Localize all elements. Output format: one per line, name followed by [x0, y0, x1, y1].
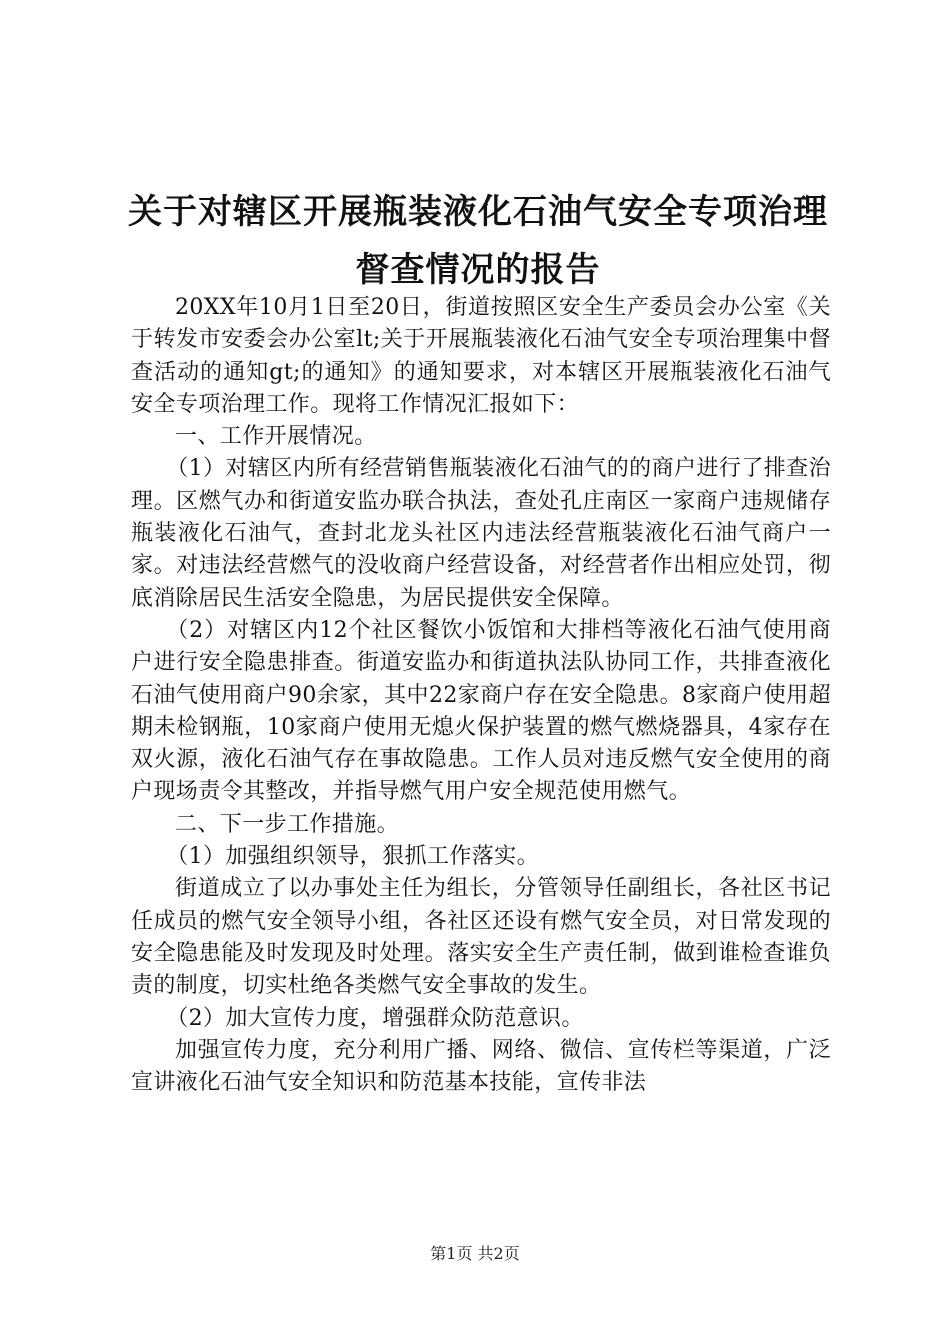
measure-1-heading: （1）加强组织领导，狠抓工作落实。	[166, 844, 539, 870]
measure-2-paragraph: 加强宣传力度，充分利用广播、网络、微信、宣传栏等渠道，广泛宣讲液化石油气安全知识和防范基本技能，宣传非法	[131, 1037, 831, 1096]
work-item-2-paragraph: （2）对辖区内12个社区餐饮小饭馆和大排档等液化石油气使用商户进行安全隐患排查。街道安监办和街道执法队协同工作，共排查液化石油气使用商户90余家，其中22家商户存在安全隐患。8家商户使用超期未检钢瓶，10家商户使用无熄火保护装置的燃气燃烧器具，4家存在双火源，液化石油气存在事故隐患。工作人员对违反燃气安全使用的商户现场责令其整改，并指导燃气用户安全规范使用燃气。	[131, 617, 831, 805]
section-heading-1: 一、工作开展情况。	[175, 424, 377, 450]
intro-paragraph: 20XX年10月1日至20日，街道按照区安全生产委员会办公室《关于转发市安委会办公室lt;关于开展瓶装液化石油气安全专项治理集中督查活动的通知gt;的通知》的通知要求，对本辖区开展瓶装液化石油气安全专项治理工作。现将工作情况汇报如下：	[131, 295, 831, 417]
document-body	[131, 292, 831, 1099]
section-heading-2: 二、下一步工作措施。	[175, 811, 400, 837]
title-line-1: 关于对辖区开展瓶装液化石油气安全专项治理	[128, 192, 828, 232]
measure-2-heading: （2）加大宣传力度，增强群众防范意识。	[166, 1005, 584, 1031]
work-item-1-paragraph: （1）对辖区内所有经营销售瓶装液化石油气的的商户进行了排查治理。区燃气办和街道安监办联合执法，查处孔庄南区一家商户违规储存瓶装液化石油气，查封北龙头社区内违法经营瓶装液化石油气商户一家。对违法经营燃气的没收商户经营设备，对经营者作出相应处罚，彻底消除居民生活安全隐患，为居民提供安全保障。	[131, 456, 831, 611]
page-footer: 第1页 共2页	[430, 1244, 520, 1263]
measure-1-paragraph: 街道成立了以办事处主任为组长，分管领导任副组长，各社区书记任成员的燃气安全领导小组，各社区还设有燃气安全员，对日常发现的安全隐患能及时发现及时处理。落实安全生产责任制，做到谁检查谁负责的制度，切实杜绝各类燃气安全事故的发生。	[131, 876, 831, 999]
title-line-2: 督查情况的报告	[355, 250, 601, 290]
document-title	[118, 183, 838, 299]
